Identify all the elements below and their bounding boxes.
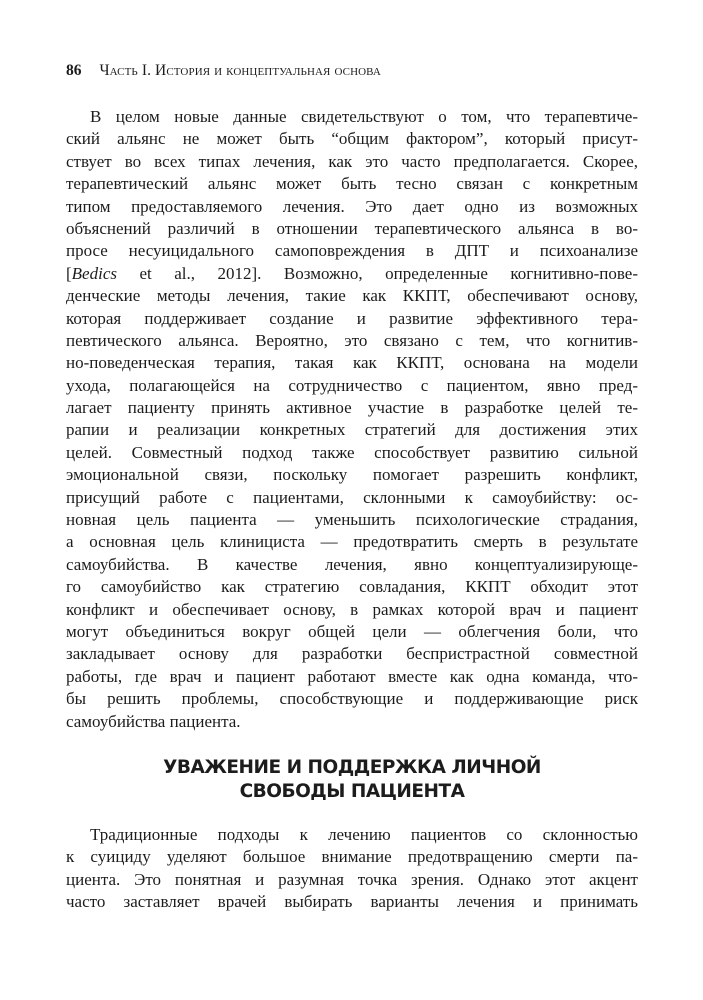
section-heading-line: СВОБОДЫ ПАЦИЕНТА [239, 780, 465, 802]
body-paragraph-1 [66, 106, 638, 733]
citation-author: Bedics [71, 263, 117, 283]
text-line: Традиционные подходы к лечению пациентов со склонностью [90, 824, 638, 844]
text-line: объяснений различий в отношении терапевтического альянса в во- [66, 218, 638, 238]
text-line: целей. Совместный подход также способствует развитию сильной [66, 442, 638, 462]
text-line-citation [66, 263, 638, 285]
text-line: которая поддерживает создание и развитие эффективного тера- [66, 308, 638, 328]
citation-rest: et al., 2012]. Возможно, определенные когнитивно-пове- [117, 263, 638, 283]
text-line: но-поведенческая терапия, такая как ККПТ, основана на модели [66, 353, 638, 373]
text-line: эмоциональной связи, поскольку помогает разрешить конфликт, [66, 465, 638, 485]
text-line: просе несуицидального самоповреждения в ДПТ и психоанализе [66, 241, 638, 261]
running-title: Часть I. История и концептуальная основа [99, 62, 381, 79]
running-head [66, 60, 638, 82]
body-paragraph-2 [66, 824, 638, 914]
text-line: ухода, полагающейся на сотрудничество с пациентом, явно пред- [66, 375, 638, 395]
section-heading [66, 756, 638, 804]
text-line: го самоубийство как стратегию совладания, ККПТ обходит этот [66, 577, 638, 597]
text-line: ский альянс не может быть “общим фактором”, который присут- [66, 129, 638, 149]
text-line: самоубийства. В качестве лечения, явно концептуализирующе- [66, 554, 638, 574]
text-line: циента. Это понятная и разумная точка зрения. Однако этот акцент [66, 869, 638, 889]
text-line: а основная цель клинициста — предотвратить смерть в результате [66, 532, 638, 552]
text-line: типом предоставляемого лечения. Это дает одно из возможных [66, 196, 638, 216]
text-line: конфликт и обеспечивает основу, в рамках которой врач и пациент [66, 599, 638, 619]
book-page [66, 60, 638, 914]
text-line: работы, где врач и пациент работают вместе как одна команда, что- [66, 666, 638, 686]
text-line: лагает пациенту принять активное участие в разработке целей те- [66, 398, 638, 418]
text-line: часто заставляет врачей выбирать варианты лечения и принимать [66, 892, 638, 912]
text-line: терапевтический альянс может быть тесно связан с конкретным [66, 174, 638, 194]
text-line: могут объединиться вокруг общей цели — облегчения боли, что [66, 621, 638, 641]
text-line: В целом новые данные свидетельствуют о том, что терапевтиче- [90, 107, 638, 126]
text-line: денческие методы лечения, такие как ККПТ, обеспечивают основу, [66, 286, 638, 306]
text-line: присущий работе с пациентами, склонными к самоубийству: ос- [66, 487, 638, 507]
page-number: 86 [66, 62, 82, 79]
text-line: бы решить проблемы, способствующие и поддерживающие риск [66, 689, 638, 709]
text-line: новная цель пациента — уменьшить психологические страдания, [66, 510, 638, 530]
citation-open-bracket: [ [66, 263, 72, 283]
text-line: певтического альянса. Вероятно, это связано с тем, что когнитив- [66, 330, 638, 350]
section-heading-line: УВАЖЕНИЕ И ПОДДЕРЖКА ЛИЧНОЙ [163, 756, 541, 778]
text-line: самоубийства пациента. [66, 711, 241, 731]
text-line: закладывает основу для разработки беспристрастной совместной [66, 644, 638, 664]
text-line: к суициду уделяют большое внимание предотвращению смерти па- [66, 847, 638, 867]
text-line: ствует во всех типах лечения, как это часто предполагается. Скорее, [66, 151, 638, 171]
text-line: рапии и реализации конкретных стратегий для достижения этих [66, 420, 638, 440]
